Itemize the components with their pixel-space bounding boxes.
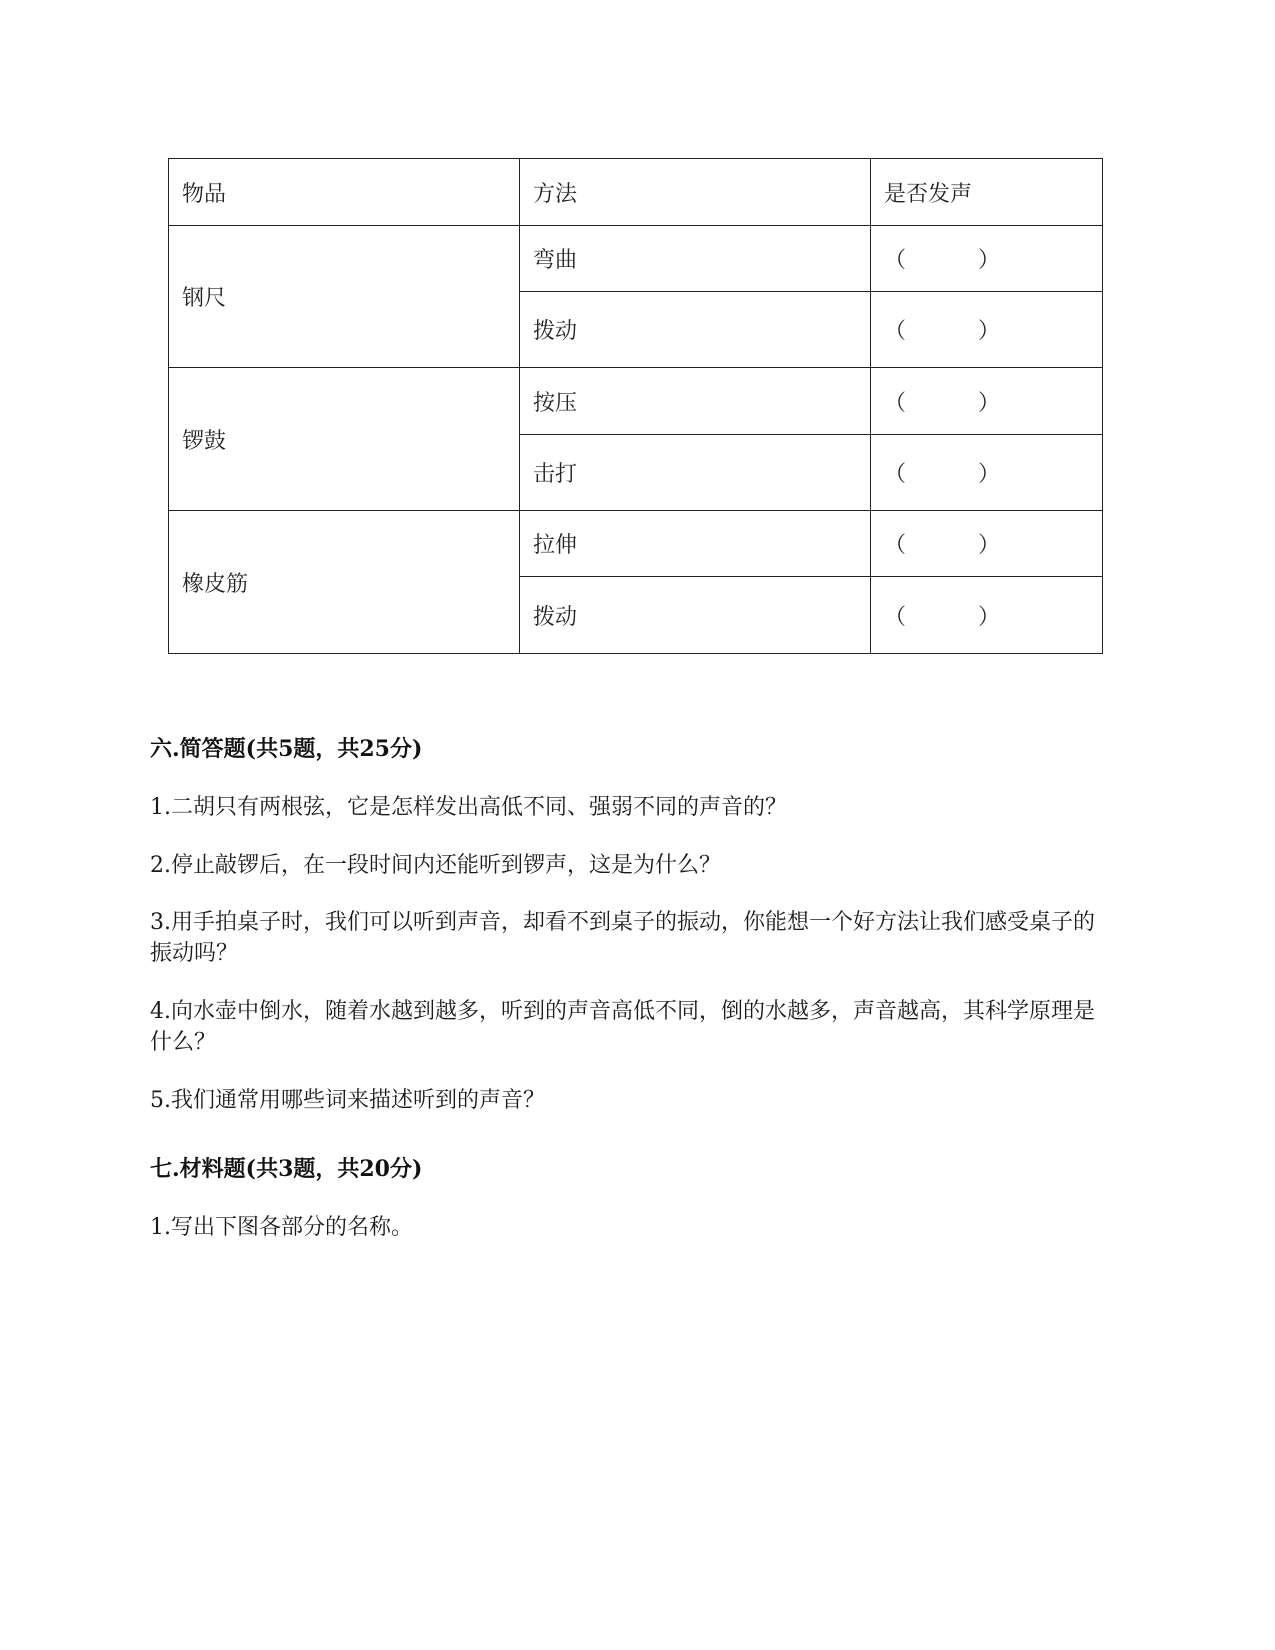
- item-cell: 钢尺: [169, 226, 520, 368]
- question-6-5: 5.我们通常用哪些词来描述听到的声音？: [150, 1088, 545, 1113]
- method-cell: 拨动: [520, 292, 871, 368]
- question-6-4: 4.向水壶中倒水，随着水越到越多，听到的声音高低不同，倒的水越多，声音越高，其科学原理是什么？: [150, 999, 1095, 1055]
- item-cell: 锣鼓: [169, 368, 520, 511]
- answer-blank: （ ）: [871, 435, 1103, 511]
- method-cell: 拉伸: [520, 511, 871, 577]
- header-item: 物品: [169, 159, 520, 226]
- item-cell: 橡皮筋: [169, 511, 520, 654]
- section-6-title: 六.简答题(共5题，共25分): [150, 736, 423, 762]
- method-cell: 按压: [520, 368, 871, 435]
- question-6-1: 1.二胡只有两根弦，它是怎样发出高低不同、强弱不同的声音的？: [150, 795, 787, 820]
- answer-blank: （ ）: [871, 292, 1103, 368]
- question-6-2: 2.停止敲锣后，在一段时间内还能听到锣声，这是为什么？: [150, 853, 721, 878]
- header-sound: 是否发声: [871, 159, 1103, 226]
- method-cell: 拨动: [520, 577, 871, 654]
- header-method: 方法: [520, 159, 871, 226]
- experiment-table: [168, 158, 1103, 654]
- table-row: [169, 511, 1103, 577]
- question-7-1: 1.写出下图各部分的名称。: [150, 1215, 413, 1240]
- answer-blank: （ ）: [871, 226, 1103, 292]
- table-header-row: [169, 159, 1103, 226]
- method-cell: 弯曲: [520, 226, 871, 292]
- table-row: [169, 368, 1103, 435]
- method-cell: 击打: [520, 435, 871, 511]
- table-row: [169, 226, 1103, 292]
- answer-blank: （ ）: [871, 368, 1103, 435]
- answer-blank: （ ）: [871, 577, 1103, 654]
- section-7-title: 七.材料题(共3题，共20分): [150, 1156, 423, 1182]
- answer-blank: （ ）: [871, 511, 1103, 577]
- question-6-3: 3.用手拍桌子时，我们可以听到声音，却看不到桌子的振动，你能想一个好方法让我们感受桌子的振动吗？: [150, 910, 1095, 966]
